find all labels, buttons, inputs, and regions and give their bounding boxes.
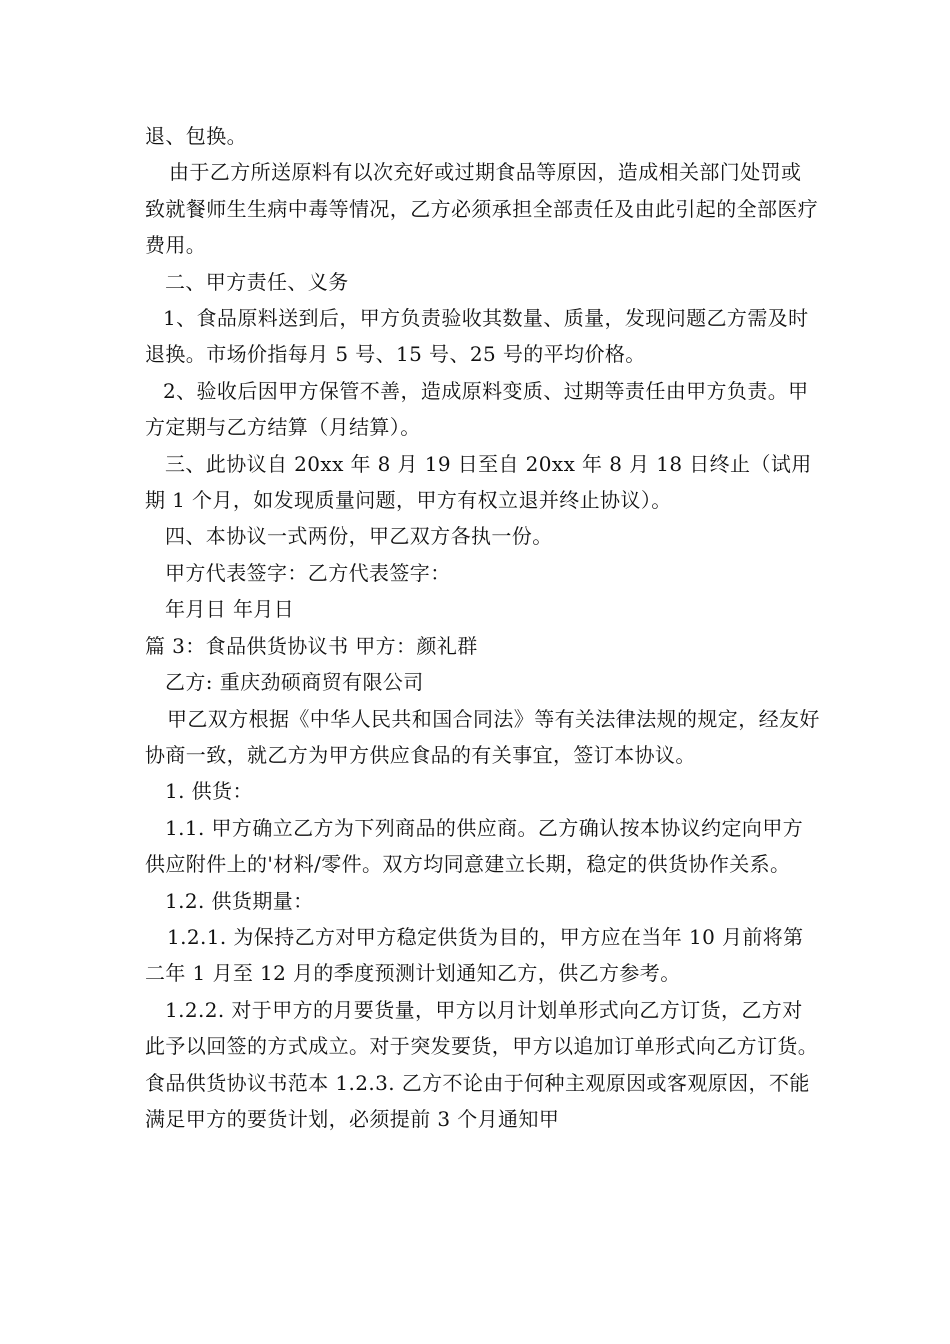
clause-1-1: 1.1. 甲方确立乙方为下列商品的供应商。乙方确认按本协议约定向甲方供应附件上的'材料/零件。双方均同意建立长期，稳定的供货协作关系。 — [145, 815, 804, 877]
article-3-title: 篇 3：食品供货协议书 甲方：颜礼群 — [145, 633, 478, 658]
party-b-line: 乙方: 重庆劲硕商贸有限公司 — [165, 670, 424, 695]
section-copies: 四、本协议一式两份，甲乙双方各执一份。 — [165, 524, 553, 549]
paragraph-liability: 由于乙方所送原料有以次充好或过期食品等原因，造成相关部门处罚或致就餐师生生病中毒等情况，乙方必须承担全部责任及由此引起的全部医疗费用。 — [145, 160, 819, 258]
clause-1-2-heading: 1.2. 供货期量： — [165, 888, 314, 913]
signature-line: 甲方代表签字：乙方代表签字： — [165, 560, 451, 585]
preamble: 甲乙双方根据《中华人民共和国合同法》等有关法律法规的规定，经友好协商一致，就乙方为甲方供应食品的有关事宜，签订本协议。 — [145, 706, 820, 767]
clause-1-inspection: 1、食品原料送到后，甲方负责验收其数量、质量，发现问题乙方需及时退换。市场价指每月 5 号、15 号、25 号的平均价格。 — [145, 306, 809, 367]
section-term: 三、此协议自 20xx 年 8 月 19 日至自 20xx 年 8 月 18 日终止（试用期 1 个月，如发现质量问题，甲方有权立退并终止协议）。 — [145, 451, 812, 513]
clause-1-2-2: 1.2.2. 对于甲方的月要货量，甲方以月计划单形式向乙方订货，乙方对此予以回签的方式成立。对于突发要货，甲方以追加订单形式向乙方订货。食品供货协议书范本 1.2.3. 乙方不论由于何种主观原因或客观原因，不能满足甲方的要货计划，必须提前 3 个月通知甲 — [145, 997, 819, 1131]
date-line: 年月日 年月日 — [165, 597, 295, 622]
clause-2-storage: 2、验收后因甲方保管不善，造成原料变质、过期等责任由甲方负责。甲方定期与乙方结算（月结算）。 — [145, 378, 809, 440]
document-body — [145, 118, 820, 1137]
clause-supply-heading: 1. 供货： — [165, 779, 253, 804]
section-heading-party-a-duties: 二、甲方责任、义务 — [165, 269, 349, 294]
paragraph-continuation: 退、包换。 — [145, 124, 247, 148]
clause-1-2-1: 1.2.1. 为保持乙方对甲方稳定供货为目的，甲方应在当年 10 月前将第二年 1 月至 12 月的季度预测计划通知乙方，供乙方参考。 — [145, 924, 804, 986]
